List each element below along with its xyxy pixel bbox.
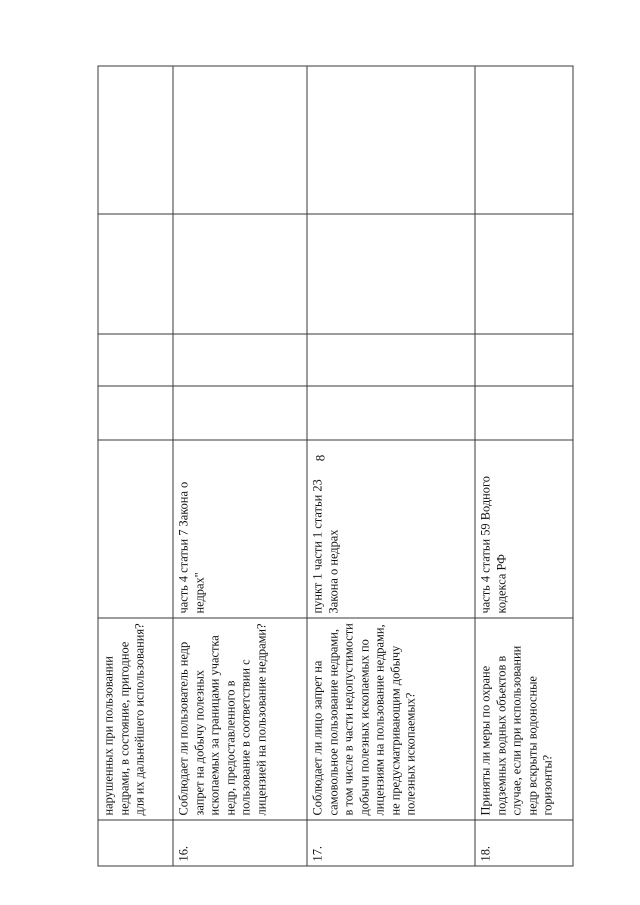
legal-reference: часть 4 статьи 7 Закона о недрах" [173,440,307,618]
answer-cell [307,214,475,334]
note-cell [173,66,307,214]
table-row [173,66,307,866]
page-number: 8 [312,454,328,462]
answer-cell [475,334,573,386]
requirement-question: Приняты ли меры по охране подземных водных объектов в случае, если при использовании недр вскрыты водоносные горизонты? [475,618,573,820]
checklist-table [97,65,573,866]
requirement-question: Соблюдает ли пользователь недр запрет на добычу полезных ископаемых за границами участка недр, предоставленного в пользование в соответствии с лицензией на пользование недрами? [173,618,307,820]
note-cell [307,66,475,214]
answer-cell [98,214,173,334]
answer-cell [98,334,173,386]
answer-cell [475,386,573,440]
row-number: 16. [173,820,307,866]
row-number [98,820,173,866]
table-row [307,66,475,866]
answer-cell [98,386,173,440]
answer-cell [307,334,475,386]
requirement-question: нарушенных при пользовании недрами, в состояние, пригодное для их дальнейшего использования? [98,618,173,820]
legal-reference [98,440,173,618]
answer-cell [173,214,307,334]
answer-cell [307,386,475,440]
rotated-table-container [97,66,572,866]
row-number: 17. [307,820,475,866]
answer-cell [475,214,573,334]
note-cell [475,66,573,214]
table-row [475,66,573,866]
row-number: 18. [475,820,573,866]
table-row [98,66,173,866]
answer-cell [173,334,307,386]
note-cell [98,66,173,214]
requirement-question: Соблюдает ли лицо запрет на самовольное пользование недрами, в том числе в части недопустимости добычи полезных ископаемых по лицензиям на пользование недрами, не предусматривающим добычу полезных ископаемых? [307,618,475,820]
legal-reference: пункт 1 части 1 статьи 23 Закона о недрах [307,440,475,618]
legal-reference: часть 4 статьи 59 Водного кодекса РФ [475,440,573,618]
answer-cell [173,386,307,440]
